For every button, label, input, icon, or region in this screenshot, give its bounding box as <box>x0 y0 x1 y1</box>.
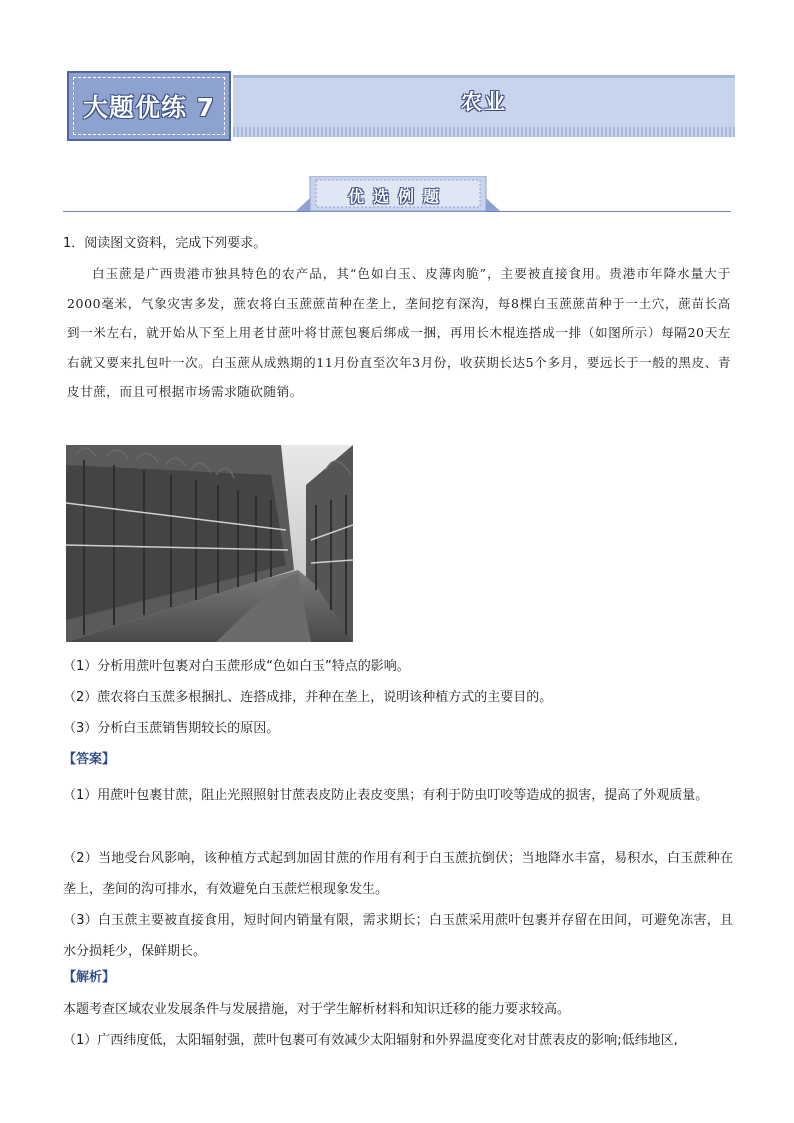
sugarcane-field-photo <box>66 445 353 642</box>
answer-tag: 【答案】 <box>63 752 116 767</box>
subject-title: 农业 <box>461 90 507 114</box>
analysis-tag: 【解析】 <box>63 970 116 985</box>
analysis-intro: 本题考查区域农业发展条件与发展措施，对于学生解析材料和知识迁移的能力要求较高。 <box>63 1002 571 1017</box>
question-title: 1．阅读图文资料，完成下列要求。 <box>63 236 267 251</box>
question-passage: 白玉蔗是广西贵港市独具特色的农产品，其“色如白玉、皮薄肉脆”，主要被直接食用。贵港市年降水量大于2000毫米，气象灾害多发，蔗农将白玉蔗蔗苗种在垄上，垄间挖有深沟，每8棵白玉蔗蔗苗种于一土穴，蔗苗长高到一米左右，就开始从下至上用老甘蔗叶将甘蔗包裹后绑成一捆，再用长木棍连搭成一排（如图所示）每隔20天左右就又要来扎包叶一次。白玉蔗从成熟期的11月份直至次年3月份，收获期长达5个多月，要远长于一般的黑皮、青皮甘蔗，而且可根据市场需求随砍随销。 <box>67 266 731 399</box>
header-banner <box>67 71 735 141</box>
sub-question-2: （2）蔗农将白玉蔗多根捆扎、连搭成排，并种在垄上，说明该种植方式的主要目的。 <box>63 690 553 705</box>
answer-item-3: （3）白玉蔗主要被直接食用，短时间内销量有限，需求期长；白玉蔗采用蔗叶包裹并存留在田间，可避免冻害，且水分损耗少，保鲜期长。 <box>63 913 733 959</box>
subject-bar-bottom-stripe <box>233 127 735 137</box>
analysis-item-1: （1）广西纬度低，太阳辐射强，蔗叶包裹可有效减少太阳辐射和外界温度变化对甘蔗表皮的影响;低纬地区, <box>63 1033 678 1048</box>
answer-item-1: （1）用蔗叶包裹甘蔗，阻止光照照射甘蔗表皮防止表皮变黑；有利于防虫叮咬等造成的损害，提高了外观质量。 <box>63 788 709 803</box>
sub-question-1: （1）分析用蔗叶包裹对白玉蔗形成“色如白玉”特点的影响。 <box>63 659 410 674</box>
sub-question-3: （3）分析白玉蔗销售期较长的原因。 <box>63 721 280 736</box>
exercise-title: 大题优练 7 <box>82 93 216 122</box>
exercise-label-box <box>67 71 231 141</box>
answer-item-2: （2）当地受台风影响，该种植方式起到加固甘蔗的作用有利于白玉蔗抗倒伏；当地降水丰富，易积水，白玉蔗种在垄上，垄间的沟可排水，有效避免白玉蔗烂根现象发生。 <box>63 851 733 897</box>
section-label: 优选例题 <box>347 186 448 206</box>
section-tab <box>296 176 500 212</box>
sugarcane-photo-illustration <box>66 445 353 642</box>
subject-bar-top-stripe <box>233 75 735 78</box>
subject-bar <box>233 75 735 137</box>
